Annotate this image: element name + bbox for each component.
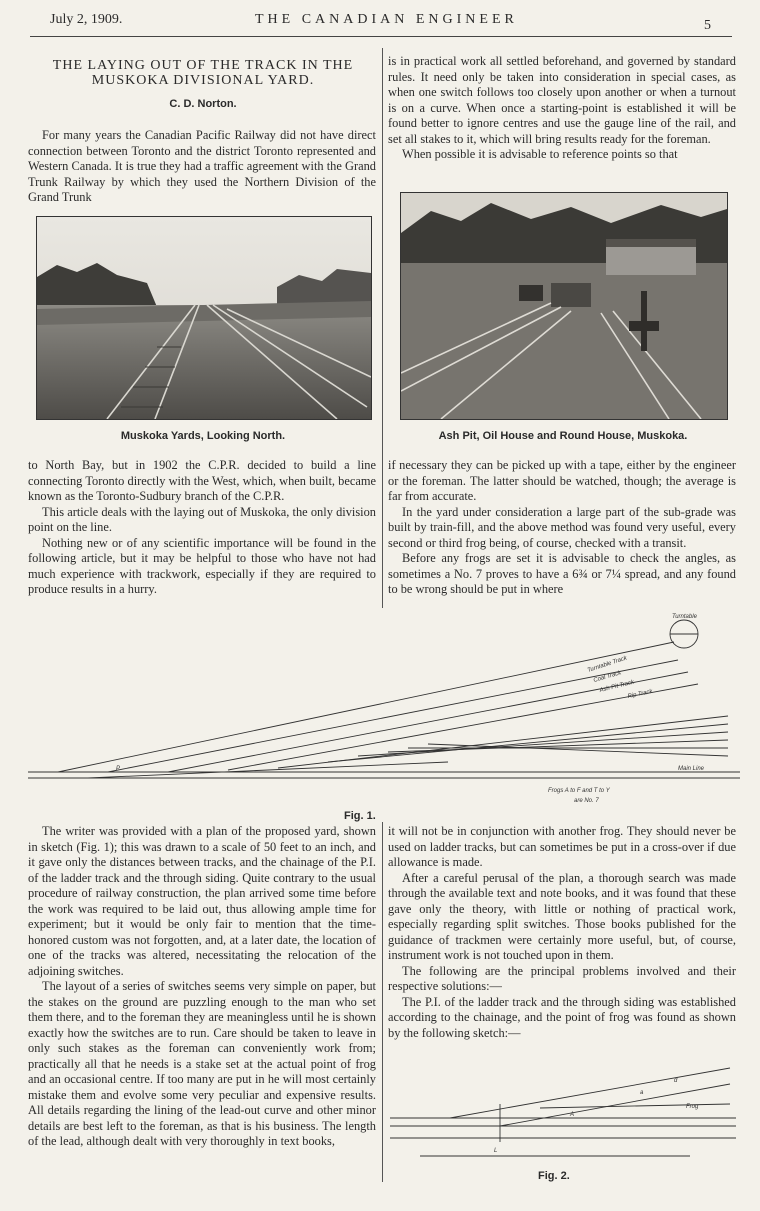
figure-2-frog-sketch xyxy=(390,1060,736,1164)
fig2-label: a xyxy=(640,1090,644,1096)
right-top-text xyxy=(388,54,736,163)
paragraph: In the yard under consideration a large part of the sub-grade was built by train-fill, and the above method was found very useful, every second or third frog being, of course, checked with a transit. xyxy=(388,504,736,550)
article-title xyxy=(30,58,376,88)
header-date: July 2, 1909. xyxy=(50,12,123,27)
fig1-label: Main Line xyxy=(678,766,705,772)
paragraph: The writer was provided with a plan of the proposed yard, shown in sketch (Fig. 1); this was drawn to a scale of 50 feet to an inch, and it gave only the distances between tracks, and the chainage of the P.I. of the ladder track and the through siding. Quite contrary to the usual procedure of railway construction, the plan arrived some time before the work was required to be laid out, thus allowing ample time for experiment; but it would be only fair to mention that the time-honored custom was not forgotten, and, at a later date, the location of one of the tracks was altered, necessitating the relocation of the adjoining switches. xyxy=(28,824,376,978)
fig1-label: Ash Pit Track xyxy=(599,679,635,694)
paragraph: to North Bay, but in 1902 the C.P.R. decided to build a line connecting Toronto directly with the West, which, when built, became known as the Toronto-Sudbury branch of the C.P.R. xyxy=(28,458,376,503)
paragraph: When possible it is advisable to reference points so that xyxy=(402,147,678,161)
paragraph: After a careful perusal of the plan, a thorough search was made through the available text and note books, and it was found that these gave only the theory, with little or nothing of practical work, especially regarding split switches. Those books published for the guidance of trackmen were certainly more useful, but, of course, instrument work is not touched upon in them. xyxy=(388,870,736,962)
paragraph: Before any frogs are set it is advisable to check the angles, as sometimes a No. 7 proves to have a 6¾ or 7¼ spread, and any found to be wrong should be put in where xyxy=(388,551,736,596)
page-number: 5 xyxy=(704,18,711,33)
fig1-note: are No. 7 xyxy=(574,798,599,804)
photo-muskoka-yards xyxy=(36,216,372,420)
fig2-label: Frog xyxy=(686,1104,699,1110)
fig2-label: L xyxy=(494,1148,498,1154)
photo-ash-pit xyxy=(400,192,728,420)
fig1-label: P xyxy=(116,766,121,772)
title-line-2: MUSKOKA DIVISIONAL YARD. xyxy=(91,73,315,88)
title-line-1: THE LAYING OUT OF THE TRACK IN THE xyxy=(52,58,354,73)
paragraph: is in practical work all settled beforehand, and governed by standard rules. It need only be taken into consideration in special cases, as when one switch follows too closely upon another or when a turnout is on a curve. When once a starting-point is established it will be found better to ignore centres and use the gauge line of the rail, and set all stakes to it, which will bring results ready for the foreman. xyxy=(388,54,736,146)
figure-2-caption: Fig. 2. xyxy=(538,1170,570,1182)
paragraph: For many years the Canadian Pacific Railway did not have direct connection between Toronto and the district Toronto represented and Western Canada. It is true they had a traffic agreement with the Grand Trunk Railway by which they used the Northern Division of the Grand Trunk xyxy=(28,128,376,204)
photo-caption-right: Ash Pit, Oil House and Round House, Muskoka. xyxy=(438,430,688,442)
paragraph: if necessary they can be picked up with a tape, either by the engineer or the foreman. The latter should be watched, though; the average is far from accurate. xyxy=(388,458,736,503)
fig1-label: Rip Track xyxy=(627,688,654,700)
figure-1-track-diagram xyxy=(28,612,740,806)
paragraph: Nothing new or of any scientific importance will be found in the following article, but it may be helpful to those who have not had much experience with trackwork, especially if they are required to produce results in a hurry. xyxy=(28,535,376,596)
paragraph: The following are the principal problems involved and their respective solutions:— xyxy=(388,963,736,993)
right-bottom-text xyxy=(388,824,736,1041)
figure-1-caption: Fig. 1. xyxy=(344,810,376,822)
fig1-label: Coal Track xyxy=(592,670,623,684)
header-rule xyxy=(30,36,732,37)
fig1-label: Turntable Track xyxy=(586,655,628,674)
right-mid-text xyxy=(388,458,736,598)
left-mid-text xyxy=(28,458,376,598)
fig1-note: Frogs A to F and T to Y xyxy=(548,788,610,794)
author: C. D. Norton. xyxy=(169,98,237,110)
fig2-label: A xyxy=(570,1112,575,1118)
fig1-turntable-label: Turntable xyxy=(672,614,697,620)
photo-caption-left: Muskoka Yards, Looking North. xyxy=(120,430,286,442)
paragraph: The layout of a series of switches seems very simple on paper, but the stakes on the ground are puzzling enough to the man who set them there, and to the foreman they are meaningless until he is shown exactly how the switches are to run. Care should be taken to leave in only such stakes as the foreman can conveniently work from; practically all that he needs is a stake set at the actual point of frog and an occasional centre. If too many are put in he will most certainly mistake them and evolve some very peculiar and expensive results. All details regarding the lining of the lead-out curve and other minor details are best left to the foreman, as that is his business. The length of the lead, although dealt with very thoroughly in text books, xyxy=(28,979,376,1148)
paragraph: This article deals with the laying out of Muskoka, the only division point on the line. xyxy=(28,504,376,534)
journal-title: THE CANADIAN ENGINEER xyxy=(255,12,518,27)
paragraph: it will not be in conjunction with another frog. They should never be used on ladder tracks, but can sometimes be put in a cross-over if due allowance is made. xyxy=(388,824,736,869)
left-bottom-text xyxy=(28,824,376,1150)
column-rule-top xyxy=(382,48,383,608)
fig2-label: d xyxy=(674,1078,678,1084)
column-rule-bottom xyxy=(382,822,383,1182)
left-top-text xyxy=(28,128,376,206)
paragraph: The P.I. of the ladder track and the through siding was established according to the chainage, and the point of frog was found as shown by the following sketch:— xyxy=(388,994,736,1040)
